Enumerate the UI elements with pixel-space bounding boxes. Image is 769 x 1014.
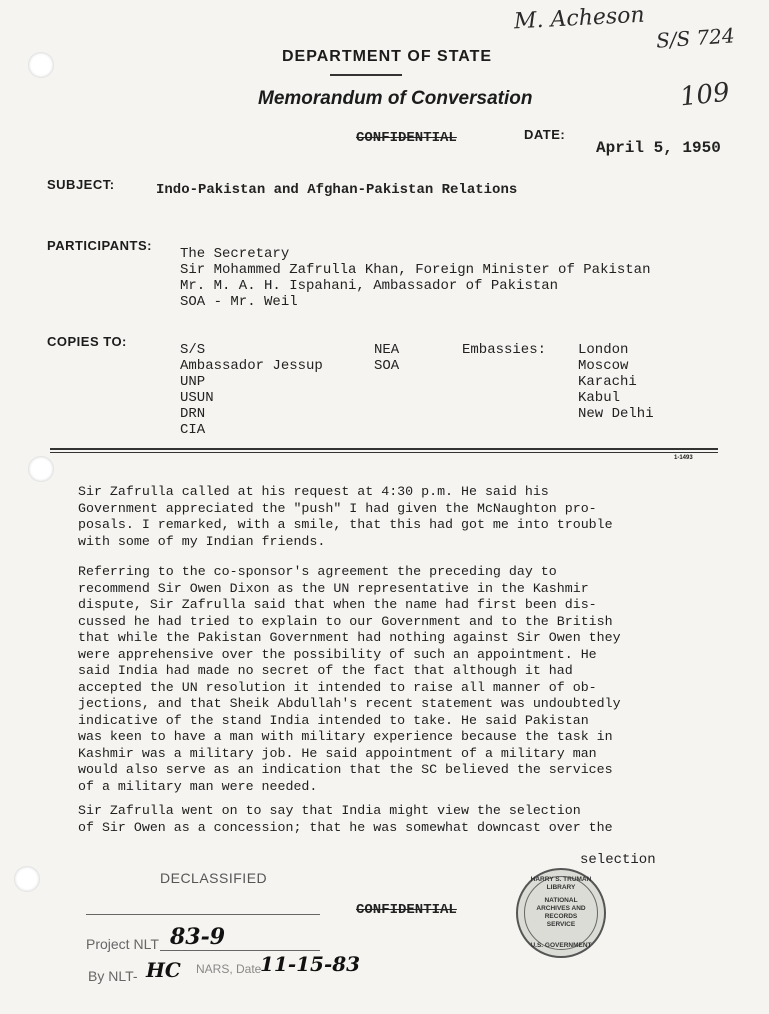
body-line: Kashmir was a military job. He said appointment of a military man bbox=[78, 745, 597, 761]
copies-label: COPIES TO: bbox=[47, 334, 127, 349]
embassies-list bbox=[578, 342, 654, 422]
subject-value: Indo-Pakistan and Afghan-Pakistan Relations bbox=[156, 182, 518, 198]
body-line: of a military man were needed. bbox=[78, 778, 318, 794]
stamp-bottom-text: U.S. GOVERNMENT bbox=[530, 942, 592, 949]
body-line: jections, and that Sheik Abdullah's recent statement was undoubtedly bbox=[78, 696, 621, 711]
project-value: 83-9 bbox=[170, 924, 226, 950]
body-line: that while the Pakistan Government had nothing against Sir Owen they bbox=[78, 630, 621, 645]
punch-hole-top bbox=[28, 52, 54, 78]
body-paragraph-3 bbox=[78, 803, 613, 836]
body-line: indicative of the stand India intended to take. He said Pakistan bbox=[78, 712, 589, 728]
continuation-word: selection bbox=[580, 852, 656, 868]
participant-line: Sir Mohammed Zafrulla Khan, Foreign Minister of Pakistan bbox=[180, 262, 651, 278]
body-paragraph-2 bbox=[78, 564, 621, 795]
body-line: recommend Sir Owen Dixon as the UN representative in the Kashmir bbox=[78, 580, 589, 596]
body-line: Government appreciated the "push" I had given the McNaughton pro- bbox=[78, 500, 597, 516]
stamp-top-text: HARRY S. TRUMAN LIBRARY bbox=[530, 876, 592, 891]
body-line: would also serve as an indication that the SC believed the services bbox=[78, 762, 613, 777]
copy-recipient: UNP bbox=[180, 374, 206, 390]
body-line: Referring to the co-sponsor's agreement the preceding day to bbox=[78, 564, 557, 579]
declass-date: 11-15-83 bbox=[260, 952, 361, 976]
date-value: April 5, 1950 bbox=[596, 139, 721, 157]
form-number: 1-1493 bbox=[674, 455, 693, 461]
footer-line-2 bbox=[160, 950, 320, 951]
participants-list bbox=[180, 246, 650, 310]
copy-recipient: CIA bbox=[180, 422, 206, 438]
memo-title: Memorandum of Conversation bbox=[258, 88, 533, 109]
archives-stamp bbox=[516, 868, 606, 958]
stamp-inner-text: NATIONAL ARCHIVES AND RECORDS SERVICE bbox=[536, 897, 586, 928]
body-line: said India had made no secret of the fact that although it had bbox=[78, 663, 573, 678]
body-line: posals. I remarked, with a smile, that this had got me into trouble bbox=[78, 517, 613, 532]
copies-column-2 bbox=[374, 342, 399, 374]
copy-recipient: USUN bbox=[180, 390, 214, 406]
body-paragraph-1 bbox=[78, 484, 613, 550]
participant-line: Mr. M. A. H. Ispahani, Ambassador of Pakistan bbox=[180, 278, 559, 294]
body-line: was keen to have a man with military experience because the task in bbox=[78, 729, 613, 744]
body-line: Sir Zafrulla called at his request at 4:30 p.m. He said his bbox=[78, 484, 549, 499]
copy-recipient: DRN bbox=[180, 406, 206, 422]
nars-label: NARS, Date bbox=[196, 962, 262, 976]
body-line: cussed he had tried to explain to our Government and to the British bbox=[78, 613, 613, 629]
punch-hole-bottom bbox=[14, 866, 40, 892]
embassy-item: Moscow bbox=[578, 358, 629, 374]
subject-label: SUBJECT: bbox=[47, 177, 115, 192]
date-label: DATE: bbox=[524, 127, 566, 142]
handwritten-file-number: S/S 724 bbox=[655, 23, 736, 53]
footer-classification-struck: CONFIDENTIAL bbox=[356, 902, 457, 918]
embassies-label: Embassies: bbox=[462, 342, 547, 358]
embassy-item: New Delhi bbox=[578, 406, 654, 422]
body-line: with some of my Indian friends. bbox=[78, 533, 326, 549]
by-label: By NLT- bbox=[88, 968, 138, 984]
copy-recipient: Ambassador Jessup bbox=[180, 358, 323, 374]
body-line: accepted the UN resolution it intended to raise all manner of ob- bbox=[78, 679, 597, 695]
project-label: Project NLT bbox=[86, 936, 159, 952]
footer-line-1 bbox=[86, 914, 320, 915]
classification-struck: CONFIDENTIAL bbox=[356, 130, 457, 146]
body-line: of Sir Owen as a concession; that he was somewhat downcast over the bbox=[78, 819, 613, 835]
embassy-item: London bbox=[578, 342, 629, 358]
body-line: were apprehensive over the possibility of such an appointment. He bbox=[78, 646, 597, 662]
participant-line: The Secretary bbox=[180, 246, 290, 262]
handwritten-page-number: 109 bbox=[678, 77, 732, 113]
punch-hole-middle bbox=[28, 456, 54, 482]
copy-recipient: S/S bbox=[180, 342, 206, 358]
by-value: HC bbox=[146, 958, 181, 982]
header-divider bbox=[330, 74, 402, 76]
section-divider-top bbox=[50, 448, 718, 450]
department-heading: DEPARTMENT OF STATE bbox=[282, 48, 493, 65]
handwritten-name: M. Acheson bbox=[513, 2, 646, 35]
participant-line: SOA - Mr. Weil bbox=[180, 294, 298, 310]
embassy-item: Kabul bbox=[578, 390, 621, 406]
body-line: Sir Zafrulla went on to say that India might view the selection bbox=[78, 803, 581, 818]
participants-label: PARTICIPANTS: bbox=[47, 238, 152, 253]
embassy-item: Karachi bbox=[578, 374, 637, 390]
section-divider-bottom bbox=[50, 452, 718, 453]
declassified-label: DECLASSIFIED bbox=[160, 870, 268, 886]
copies-column-1 bbox=[180, 342, 323, 438]
body-line: dispute, Sir Zafrulla said that when the name had first been dis- bbox=[78, 597, 597, 612]
copy-recipient: NEA bbox=[374, 342, 400, 358]
copy-recipient: SOA bbox=[374, 358, 400, 374]
